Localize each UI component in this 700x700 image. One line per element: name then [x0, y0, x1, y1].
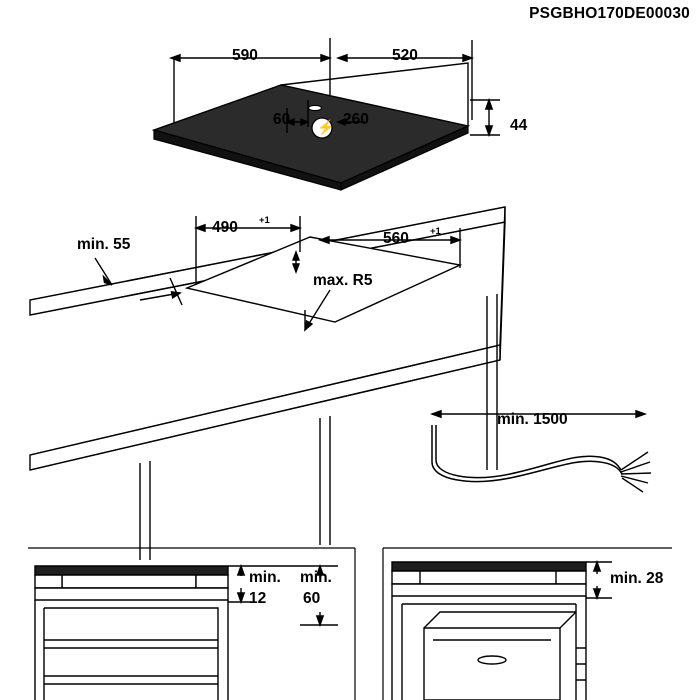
label-cutout-490: 490 [212, 219, 238, 236]
label-min-12: min. [249, 569, 281, 586]
label-min-60-value: 60 [303, 590, 321, 607]
label-height-44: 44 [510, 117, 528, 134]
label-min-12-value: 12 [249, 590, 267, 607]
label-cable-min-1500: min. 1500 [497, 411, 568, 428]
label-width-590: 590 [232, 47, 258, 64]
label-min-28: min. 28 [610, 570, 664, 587]
label-inset-60: 60 [273, 111, 291, 128]
label-cutout-490-tolerance: +1 [259, 215, 270, 226]
section-left [35, 566, 338, 700]
worktop-cutout-view [30, 207, 505, 560]
label-max-r5: max. R5 [313, 272, 373, 289]
label-min-55: min. 55 [77, 236, 131, 253]
power-symbol-icon: ⚡ [317, 119, 335, 135]
label-cutout-560-tolerance: +1 [430, 226, 441, 237]
label-depth-520: 520 [392, 47, 418, 64]
product-code-label: PSGBHO170DE00030 [529, 5, 690, 22]
section-right [392, 562, 612, 700]
label-cutout-560: 560 [383, 230, 409, 247]
label-inset-260: 260 [343, 111, 369, 128]
hob-top-view [154, 38, 500, 190]
label-min-60: min. [300, 569, 332, 586]
